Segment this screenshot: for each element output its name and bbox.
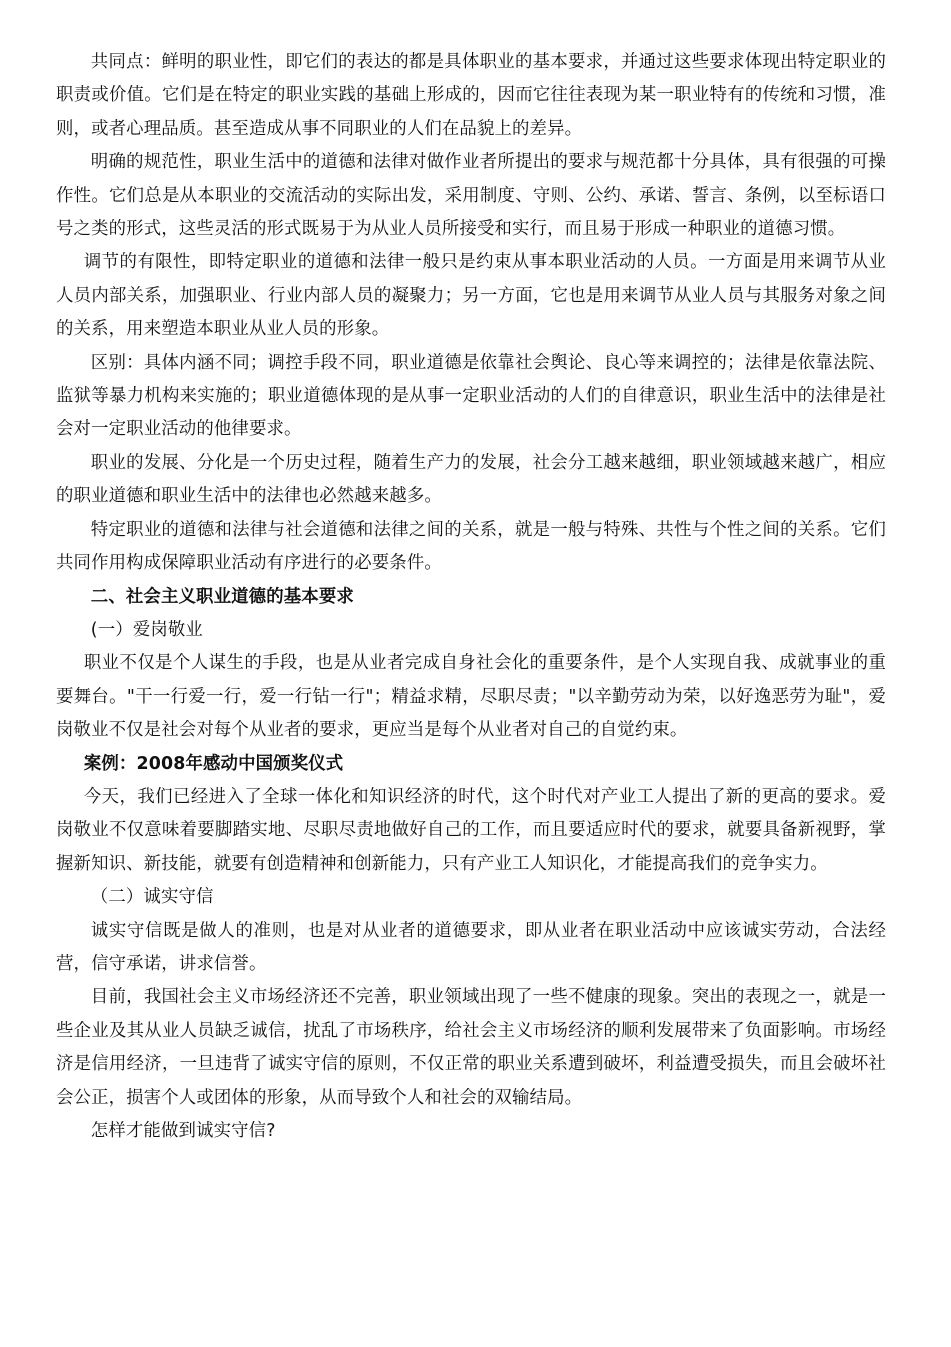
paragraph-honesty: 诚实守信既是做人的准则，也是对从业者的道德要求，即从业者在职业活动中应该诚实劳动，合法经营，信守承诺，讲求信誉。 bbox=[56, 920, 886, 974]
paragraph-market-economy: 目前，我国社会主义市场经济还不完善，职业领域出现了一些不健康的现象。突出的表现之一，就是一些企业及其从业人员缺乏诚信，扰乱了市场秩序，给社会主义市场经济的顺利发展带来了负面影响。市场经济是信用经济，一旦违背了诚实守信的原则，不仅正常的职业关系遭到破坏，利益遭受损失，而且会破坏社会公正，损害个人或团体的形象，从而导致个人和社会的双输结局。 bbox=[56, 987, 886, 1108]
paragraph-limited-regulation: 调节的有限性，即特定职业的道德和法律一般只是约束从事本职业活动的人员。一方面是用来调节从业人员内部关系，加强职业、行业内部人员的凝聚力；另一方面，它也是用来调节从业人员与其服务对象之间的关系，用来塑造本职业从业人员的形象。 bbox=[56, 252, 886, 340]
paragraph-love-job: 职业不仅是个人谋生的手段，也是从业者完成自身社会化的重要条件，是个人实现自我、成就事业的重要舞台。"干一行爱一行，爱一行钻一行"；精益求精，尽职尽责；"以辛勤劳动为荣，以好逸恶劳为耻"，爱岗敬业不仅是社会对每个从业者的要求，更应当是每个从业者对自己的自觉约束。 bbox=[56, 653, 886, 741]
paragraph-development: 职业的发展、分化是一个历史过程，随着生产力的发展，社会分工越来越细，职业领域越来越广，相应的职业道德和职业生活中的法律也必然越来越多。 bbox=[56, 452, 886, 507]
paragraph-common-features: 共同点：鲜明的职业性，即它们的表达的都是具体职业的基本要求，并通过这些要求体现出特定职业的职责或价值。它们是在特定的职业实践的基础上形成的，因而它往往表现为某一职业特有的传统和习惯，准则，或者心理品质。甚至造成从事不同职业的人们在品貌上的差异。 bbox=[56, 52, 886, 139]
document-page bbox=[56, 46, 886, 1148]
paragraph-relationship: 特定职业的道德和法律与社会道德和法律之间的关系，就是一般与特殊、共性与个性之间的关系。它们共同作用构成保障职业活动有序进行的必要条件。 bbox=[56, 519, 886, 574]
paragraph-differences: 区别：具体内涵不同；调控手段不同，职业道德是依靠社会舆论、良心等来调控的；法律是依靠法院、监狱等暴力机构来实施的；职业道德体现的是从事一定职业活动的人们的自律意识，职业生活中的法律是社会对一定职业活动的他律要求。 bbox=[56, 352, 886, 440]
paragraph-normativity: 明确的规范性，职业生活中的道德和法律对做作业者所提出的要求与规范都十分具体，具有很强的可操作性。它们总是从本职业的交流活动的实际出发，采用制度、守则、公约、承诺、誓言、条例，以至标语口号之类的形式，这些灵活的形式既易于为从业人员所接受和实行，而且易于形成一种职业的道德习惯。 bbox=[56, 152, 886, 240]
case-heading: 案例：2008年感动中国颁奖仪式 bbox=[83, 753, 344, 774]
section-heading: 二、社会主义职业道德的基本要求 bbox=[90, 586, 354, 607]
paragraph-globalization: 今天，我们已经进入了全球一体化和知识经济的时代，这个时代对产业工人提出了新的更高的要求。爱岗敬业不仅意味着要脚踏实地、尽职尽责地做好自己的工作，而且要适应时代的要求，就要具备新视野，掌握新知识、新技能，就要有创造精神和创新能力，只有产业工人知识化，才能提高我们的竞争实力。 bbox=[56, 786, 886, 874]
paragraph-question: 怎样才能做到诚实守信? bbox=[90, 1121, 276, 1141]
subsection-heading-love-job: (一）爱岗敬业 bbox=[90, 619, 203, 640]
subsection-heading-honesty: （二）诚实守信 bbox=[90, 887, 214, 908]
